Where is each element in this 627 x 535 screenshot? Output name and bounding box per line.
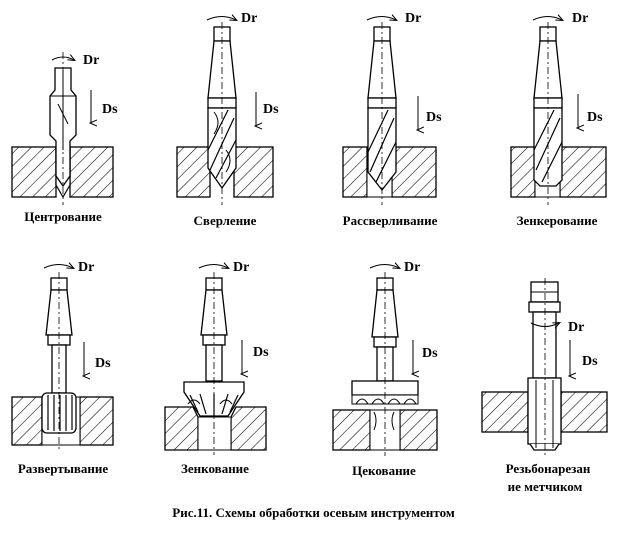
panel-label-centering: Центрование xyxy=(24,209,102,224)
ds-label: Ds xyxy=(587,110,603,125)
ds-label: Ds xyxy=(422,346,438,361)
panel-label-reaming: Рассверливание xyxy=(342,213,438,228)
panel-label-finish-reaming: Развертывание xyxy=(17,461,109,476)
rotation-arrow xyxy=(207,17,236,21)
dr-label: Dr xyxy=(233,260,250,275)
dr-label: Dr xyxy=(78,260,95,275)
panel-countersink-cone xyxy=(165,265,266,456)
panel-label-drilling: Сверление xyxy=(193,213,257,228)
tap-tool xyxy=(528,282,561,450)
counterbore-tool xyxy=(352,278,418,404)
panel-label-tapping-line1: Резьбонарезан xyxy=(505,461,591,476)
panel-drilling xyxy=(177,17,273,206)
panel-label-countersinking: Зенкерование xyxy=(516,213,598,228)
ds-label: Ds xyxy=(253,345,269,360)
dr-label: Dr xyxy=(241,11,258,26)
dr-label: Dr xyxy=(83,53,100,68)
dr-label: Dr xyxy=(568,320,585,335)
panel-label-counterboring: Цекование xyxy=(352,463,416,478)
ds-label: Ds xyxy=(263,102,279,117)
panel-label-countersink-cone: Зенкование xyxy=(181,461,249,476)
panel-centering xyxy=(12,52,113,205)
dr-label: Dr xyxy=(405,11,422,26)
rotation-arrow xyxy=(533,17,562,21)
rotation-arrow xyxy=(367,17,396,21)
dr-label: Dr xyxy=(572,11,589,26)
rotation-arrow xyxy=(44,265,73,269)
ds-label: Ds xyxy=(426,110,442,125)
dr-label: Dr xyxy=(404,260,421,275)
ds-label: Ds xyxy=(95,356,111,371)
panel-label-tapping-line2: ие метчиком xyxy=(507,479,583,494)
panel-reaming xyxy=(343,17,436,206)
rotation-arrow xyxy=(199,265,228,269)
ds-label: Ds xyxy=(102,102,118,117)
rotation-arrow xyxy=(370,265,399,269)
ds-label: Ds xyxy=(582,354,598,369)
figure-caption: Рис.11. Схемы обработки осевым инструментом xyxy=(172,505,455,520)
